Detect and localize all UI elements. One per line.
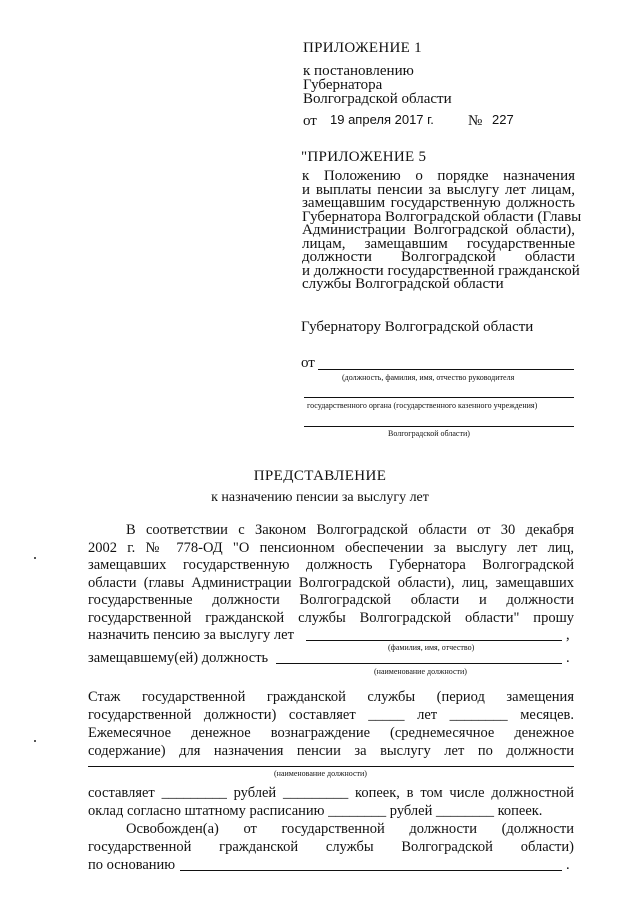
from-caption3: Волгоградской области) <box>388 429 470 438</box>
p1-last-line: назначить пенсию за выслугу лет <box>88 627 294 643</box>
document-subtitle: к назначению пенсии за выслугу лет <box>211 490 429 505</box>
appendix-to-line3: Волгоградской области <box>303 91 452 107</box>
p1-line: 2002 г. № 778-ОД "О пенсионном обеспечении за выслугу лет лиц, <box>88 539 574 556</box>
caption-fio: (фамилия, имя, отчество) <box>388 643 475 652</box>
p4-line1: Освобожден(а) от государственной должности (должности <box>126 821 574 837</box>
from-line2 <box>304 397 574 398</box>
fio-comma: , <box>566 627 570 643</box>
p3-line2: оклад согласно штатному расписанию ________ рублей ________ копеек. <box>88 803 543 819</box>
scan-speck <box>34 557 36 559</box>
appendix-to-line1: к постановлению <box>303 63 414 79</box>
appendix5-line: замещавшим государственную должность <box>302 195 575 211</box>
document-title: ПРЕДСТАВЛЕНИЕ <box>253 468 387 484</box>
appendix5-line: лицам, замещавшим государственные <box>302 235 575 252</box>
p1-line: области (главы Администрации Волгоградской области), лиц, замещавших <box>88 574 574 591</box>
appendix5-line: Губернатора Волгоградской области (Главы <box>302 208 582 225</box>
date-prefix: от <box>303 113 317 129</box>
appendix5-line: службы Волгоградской области <box>302 276 504 292</box>
p1-line: государственной гражданской службы Волгоградской области" прошу <box>88 609 574 626</box>
paragraph-2 <box>88 688 574 760</box>
p2-line: Стаж государственной гражданской службы (период замещения <box>88 689 574 705</box>
p1-line: замещавших государственную должность Губернатора Волгоградской <box>88 557 574 573</box>
caption-position: (наименование должности) <box>374 667 467 676</box>
appendix-title: ПРИЛОЖЕНИЕ 1 <box>303 40 422 56</box>
caption-position-2: (наименование должности) <box>274 769 367 778</box>
appendix5-line: и должности государственной гражданской <box>302 262 580 279</box>
p1-line: государственные должности Волгоградской области и должности <box>88 592 574 608</box>
from-prefix: от <box>301 355 315 371</box>
basis-period: . <box>566 857 570 873</box>
from-line3 <box>304 426 574 427</box>
paragraph-4 <box>88 820 574 856</box>
appendix5-line: Администрации Волгоградской области), <box>302 222 575 238</box>
number-value: 227 <box>492 112 514 127</box>
date-value: 19 апреля 2017 г. <box>330 112 434 127</box>
p3-line1: составляет _________ рублей _________ копеек, в том числе должностной <box>88 785 574 801</box>
p1-line: В соответствии с Законом Волгоградской области от 30 декабря <box>126 522 574 538</box>
p4-last-line: по основанию <box>88 857 176 873</box>
from-caption1: (должность, фамилия, имя, отчество руководителя <box>342 373 515 382</box>
position-period: . <box>566 650 570 666</box>
from-line <box>318 369 574 370</box>
position-line <box>276 663 562 664</box>
appendix5-text <box>302 168 582 292</box>
from-caption2: государственного органа (государственного казенного учреждения) <box>307 401 538 410</box>
fio-line <box>306 640 562 641</box>
p2-line: государственной должности) составляет _____ лет ________ месяцев. <box>88 707 574 723</box>
position-label: замещавшему(ей) должность <box>88 650 269 666</box>
position-line-2 <box>88 766 574 767</box>
paragraph-1 <box>88 522 574 627</box>
appendix-to-line2: Губернатора <box>303 77 383 93</box>
basis-line <box>180 870 562 871</box>
p2-line: содержание) для назначения пенсии за выслугу лет по должности <box>88 743 574 759</box>
appendix5-line: к Положению о порядке назначения <box>302 168 575 184</box>
addressee-to: Губернатору Волгоградской области <box>301 319 534 335</box>
number-prefix: № <box>468 113 483 129</box>
appendix5-title: "ПРИЛОЖЕНИЕ 5 <box>301 149 427 165</box>
scan-speck <box>34 740 36 742</box>
appendix5-line: должности Волгоградской области <box>302 249 575 265</box>
p2-line: Ежемесячное денежное вознаграждение (среднемесячное денежное <box>88 725 574 741</box>
p4-line2: государственной гражданской службы Волгоградской области) <box>88 839 574 855</box>
paragraph-3 <box>88 784 574 820</box>
appendix5-line: и выплаты пенсии за выслугу лет лицам, <box>302 181 575 198</box>
